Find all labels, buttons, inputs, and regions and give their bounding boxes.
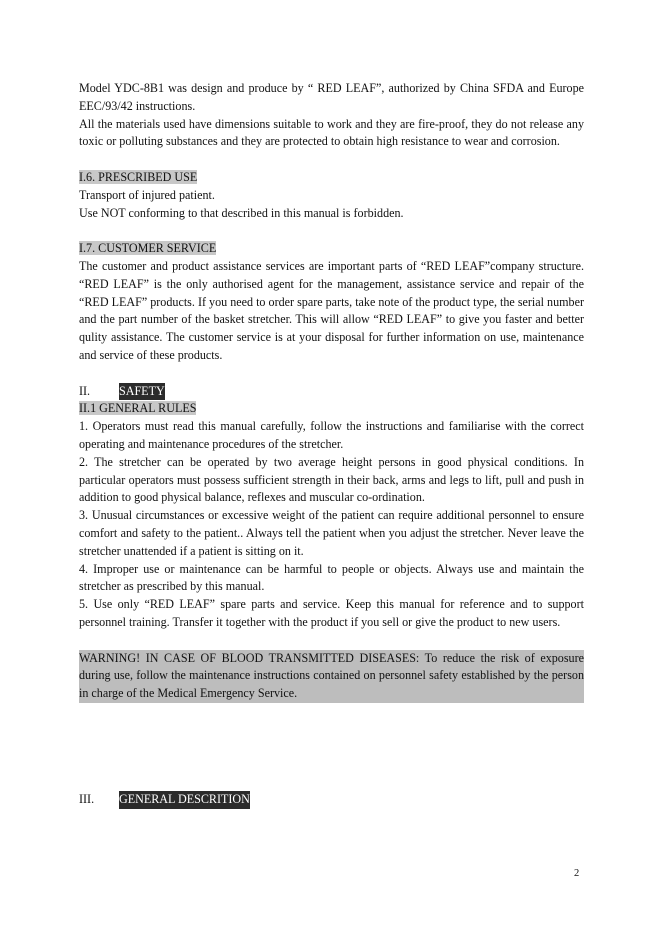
warning-box: WARNING! IN CASE OF BLOOD TRANSMITTED DISEASES: To reduce the risk of exposure during use, follow the maintenance instructions contained on personnel safety established by the person in charge of the Medical Emergency Service. <box>79 650 584 703</box>
customer-service-body: The customer and product assistance services are important parts of “RED LEAF”company structure. “RED LEAF” is the only authorised agent for the management, assistance service and repair of the “RED LEAF” products. If you need to order spare parts, take note of the product type, the serial number and the part number of the basket stretcher. This will allow “RED LEAF” to give you faster and better qulity assistance. The customer service is at your disposal for further information on use, maintenance and service of these products. <box>79 258 584 362</box>
prescribed-use-line-2: Use NOT conforming to that described in this manual is forbidden. <box>79 205 404 220</box>
spacer <box>79 703 584 791</box>
spacer <box>79 632 584 650</box>
prescribed-use-line-1: Transport of injured patient. <box>79 187 215 202</box>
prescribed-use-heading-text: I.6. PRESCRIBED USE <box>79 169 198 184</box>
rule-4: 4. Improper use or maintenance can be harmful to people or objects. Always use and maintain the stretcher as prescribed by this manual. <box>79 561 584 594</box>
rule-2: 2. The stretcher can be operated by two average height persons in good physical conditions. In particular operators must possess sufficient strength in their back, arms and legs to lift, pull and push in addition to good physical balance, reflexes and muscular co-ordination. <box>79 454 584 505</box>
customer-service-heading-text: I.7. CUSTOMER SERVICE <box>79 241 217 256</box>
general-rules-heading <box>79 400 584 418</box>
safety-section-title: SAFETY <box>119 383 165 401</box>
rule-3: 3. Unusual circumstances or excessive weight of the patient can require additional personnel to ensure comfort and safety to the patient.. Always tell the patient when you adjust the stretcher. Never leave the stretcher unattended if a patient is sitting on it. <box>79 508 584 558</box>
rule-1: 1. Operators must read this manual carefully, follow the instructions and familiarise with the correct operating and maintenance procedures of the stretcher. <box>79 419 584 451</box>
safety-section-number: II. <box>79 383 91 398</box>
general-rules-heading-text: II.1 GENERAL RULES <box>79 401 197 416</box>
intro-paragraph-2: All the materials used have dimensions suitable to work and they are fire-proof, they do not release any toxic or polluting substances and they are protected to obtain high resistance to wear and corrosion. <box>79 116 584 149</box>
general-description-title: GENERAL DESCRITION <box>119 791 250 809</box>
rule-5: 5. Use only “RED LEAF” spare parts and service. Keep this manual for reference and to support personnel training. Transfer it together with the product if you sell or give the product to new users. <box>79 597 584 629</box>
prescribed-use-heading <box>79 169 584 187</box>
page-content <box>79 80 584 809</box>
intro-paragraph-1: Model YDC-8B1 was design and produce by “ RED LEAF”, authorized by China SFDA and Europe EEC/93/42 instructions. <box>79 81 584 113</box>
spacer <box>79 151 584 169</box>
spacer <box>79 365 584 383</box>
general-description-number: III. <box>79 791 95 806</box>
general-description-heading <box>79 791 584 809</box>
page-number: 2 <box>574 868 580 879</box>
customer-service-heading <box>79 240 584 258</box>
spacer <box>79 222 584 240</box>
safety-section-heading <box>79 383 584 401</box>
